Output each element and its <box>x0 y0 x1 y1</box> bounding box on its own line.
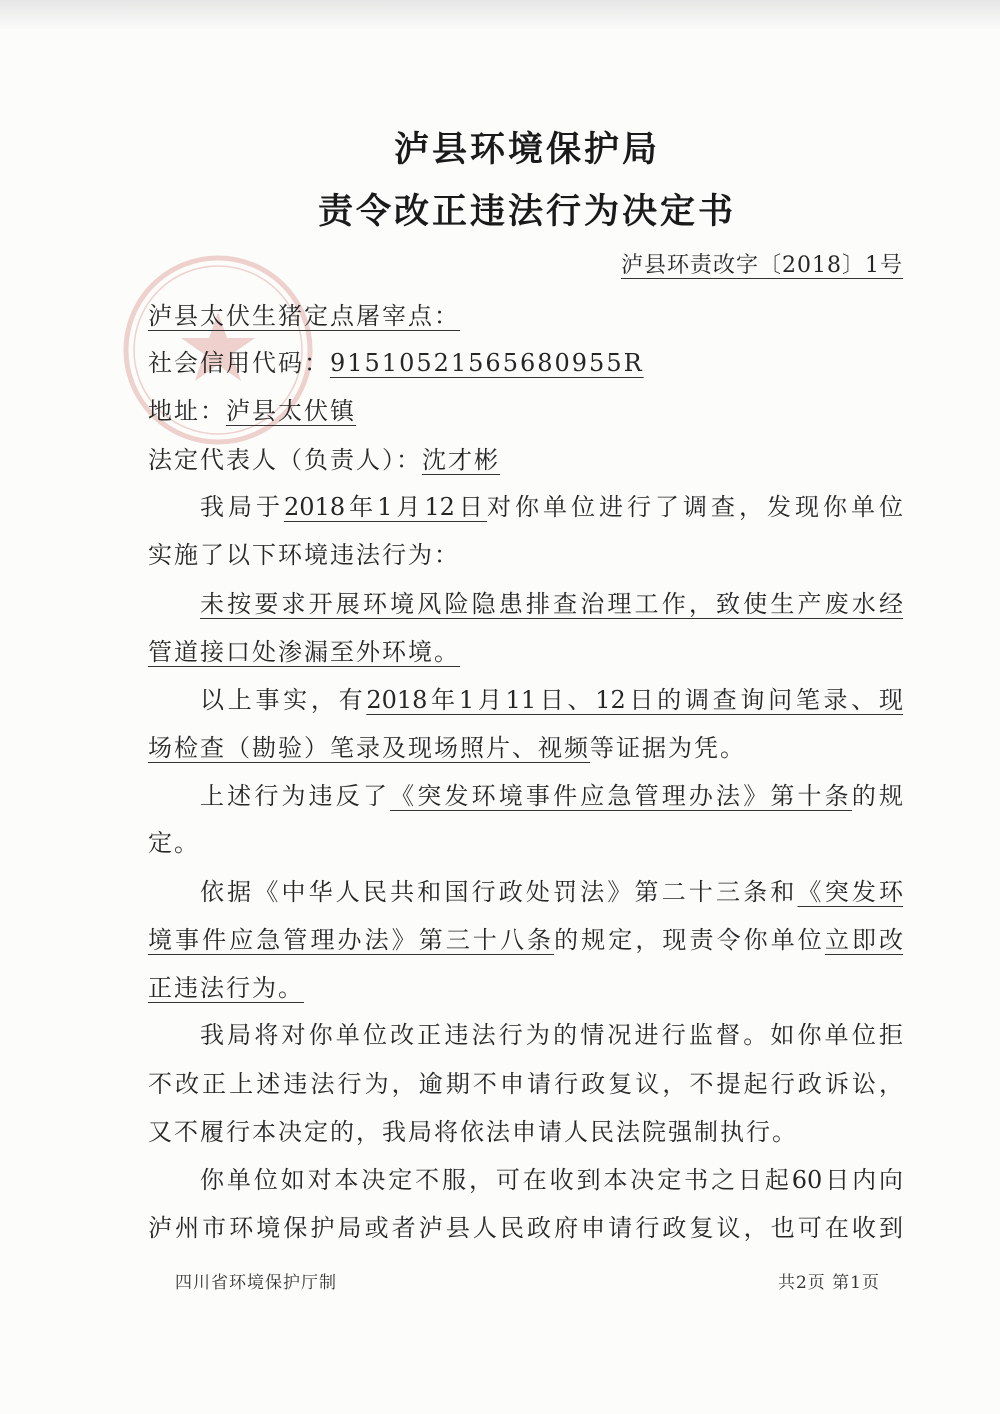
text-segment: 又不履行本决定的，我局将依法申请人民法院强制执行。 <box>148 1118 798 1146</box>
violated-regulation: 《突发环境事件应急管理办法》第十条 <box>390 782 852 810</box>
address-value: 泸县太伏镇 <box>226 397 356 425</box>
text-segment: 不改正上述违法行为，逾期不申请行政复议，不提起行政诉讼， <box>148 1070 903 1098</box>
legal-rep-label: 法定代表人（负责人）： <box>148 446 422 474</box>
correction-order: 立即改 <box>824 926 904 954</box>
recipient-name: 泸县太伏生猪定点屠宰点： <box>148 302 460 330</box>
paragraph-line <box>148 923 903 957</box>
address-label: 地址： <box>148 397 226 425</box>
credit-code-line <box>148 346 903 380</box>
evidence-list: 场检查（勘验）笔录及现场照片、视频 <box>148 734 590 762</box>
violation-description: 未按要求开展环境风险隐患排查治理工作，致使生产废水经 <box>200 590 903 618</box>
text-segment: 定。 <box>148 829 200 857</box>
text-segment: 的规 <box>851 782 904 810</box>
violation-description: 管道接口处渗漏至外环境。 <box>148 638 460 666</box>
paragraph-line <box>200 1018 903 1052</box>
text-segment: 上述行为违反了 <box>200 782 391 810</box>
text-segment: 依据《中华人民共和国行政处罚法》第二十三条和 <box>200 878 798 906</box>
paragraph-line <box>148 826 903 860</box>
recipient-name-line <box>148 299 903 333</box>
text-segment: 等证据为凭。 <box>590 734 746 762</box>
legal-basis: 境事件应急管理办法》第三十八条 <box>148 926 555 954</box>
paragraph-line <box>200 1163 903 1197</box>
document-number-text: 泸县环责改字〔2018〕1号 <box>621 253 903 278</box>
credit-code-value: 91510521565680955R <box>330 349 644 377</box>
evidence-list: 2018年1月11日、12日的调查询问笔录、现 <box>366 686 903 714</box>
address-line <box>148 394 903 428</box>
footer-page-info: 共2页 第1页 <box>777 1273 880 1293</box>
paragraph-line <box>148 1067 903 1101</box>
paragraph-line <box>200 683 903 717</box>
text-segment: 的规定，现责令你单位 <box>554 926 825 954</box>
text-segment: 我局于 <box>200 493 285 521</box>
investigation-date: 2018年1月12日 <box>284 493 487 521</box>
paragraph-line <box>200 490 903 524</box>
paragraph-line <box>148 1115 903 1149</box>
legal-basis: 《突发环 <box>797 878 904 906</box>
text-segment: 泸州市环境保护局或者泸县人民政府申请行政复议，也可在收到 <box>148 1214 903 1242</box>
paragraph-line <box>148 971 903 1005</box>
text-segment: 我局将对你单位改正违法行为的情况进行监督。如你单位拒 <box>200 1021 903 1049</box>
legal-rep-line <box>148 443 903 477</box>
text-segment: 对你单位进行了调查，发现你单位 <box>486 493 904 521</box>
paragraph-line <box>148 538 903 572</box>
paragraph-line <box>148 731 903 765</box>
text-segment: 实施了以下环境违法行为： <box>148 541 460 569</box>
paragraph-line <box>148 1211 903 1245</box>
legal-rep-value: 沈才彬 <box>422 446 500 474</box>
footer-issuer: 四川省环境保护厅制 <box>175 1273 337 1293</box>
paragraph-line <box>200 587 903 621</box>
paragraph-line <box>148 635 903 669</box>
document-number <box>560 251 903 281</box>
text-segment: 以上事实，有 <box>200 686 367 714</box>
correction-order: 正违法行为。 <box>148 974 304 1002</box>
paragraph-line <box>200 875 903 909</box>
scan-edge-shadow <box>0 0 1000 30</box>
credit-code-label: 社会信用代码： <box>148 349 330 377</box>
paragraph-line <box>200 779 903 813</box>
text-segment: 你单位如对本决定不服，可在收到本决定书之日起60日内向 <box>200 1166 903 1194</box>
agency-title: 泸县环境保护局 <box>393 130 660 170</box>
document-title: 责令改正违法行为决定书 <box>317 192 736 232</box>
